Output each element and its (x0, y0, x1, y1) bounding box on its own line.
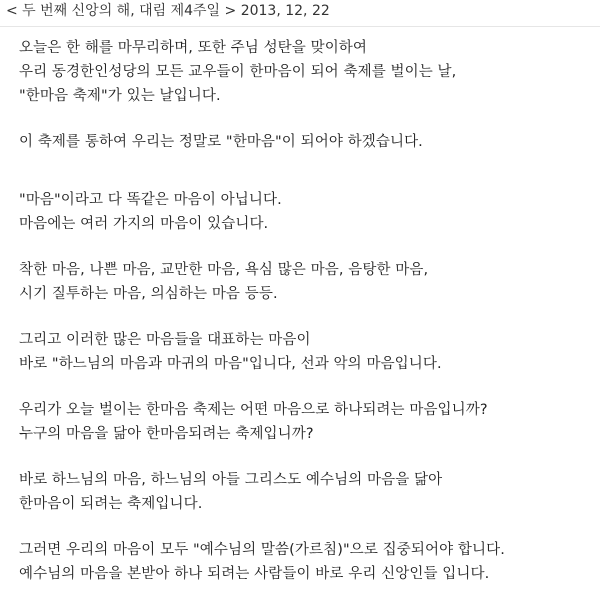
text-line: 누구의 마음을 닮아 한마음되려는 축제입니까? (19, 426, 314, 442)
text-line: 시기 질투하는 마음, 의심하는 마음 등등. (19, 286, 278, 302)
paragraph-5 (19, 328, 594, 376)
text-line: 바로 하느님의 마음, 하느님의 아들 그리스도 예수님의 마음을 닮아 (19, 472, 443, 488)
text-line: 이 축제를 통하여 우리는 정말로 "한마음"이 되어야 하겠습니다. (19, 134, 423, 150)
paragraph-7 (19, 468, 594, 516)
text-line: 우리가 오늘 벌이는 한마음 축제는 어떤 마음으로 하나되려는 마음입니까? (19, 402, 488, 418)
article-body (19, 36, 594, 608)
text-line: "마음"이라고 다 똑같은 마음이 아닙니다. (19, 192, 282, 208)
text-line: 바로 "하느님의 마음과 마귀의 마음"입니다, 선과 악의 마음입니다. (19, 356, 442, 372)
text-line: 마음에는 여러 가지의 마음이 있습니다. (19, 216, 269, 232)
text-line: 그리고 이러한 많은 마음들을 대표하는 마음이 (19, 332, 311, 348)
paragraph-4 (19, 258, 594, 306)
text-line: 오늘은 한 해를 마무리하며, 또한 주님 성탄을 맞이하여 (19, 40, 368, 56)
paragraph-1 (19, 36, 594, 108)
text-line: 우리 동경한인성당의 모든 교우들이 한마음이 되어 축제를 벌이는 날, (19, 64, 457, 80)
text-line: 그러면 우리의 마음이 모두 "예수님의 말씀(가르침)"으로 집중되어야 합니다. (19, 542, 505, 558)
header-divider (0, 26, 600, 27)
paragraph-8 (19, 538, 594, 586)
text-line: 착한 마음, 나쁜 마음, 교만한 마음, 욕심 많은 마음, 음탕한 마음, (19, 262, 429, 278)
text-line: 예수님의 마음을 본받아 하나 되려는 사람들이 바로 우리 신앙인들 입니다. (19, 566, 490, 582)
page-header (6, 0, 594, 26)
paragraph-6 (19, 398, 594, 446)
header-title: < 두 번째 신앙의 해, 대림 제4주일 > 2013, 12, 22 (6, 3, 330, 19)
text-line: "한마음 축제"가 있는 날입니다. (19, 88, 221, 104)
paragraph-2 (19, 130, 594, 154)
text-line: 한마음이 되려는 축제입니다. (19, 496, 203, 512)
paragraph-3 (19, 188, 594, 236)
